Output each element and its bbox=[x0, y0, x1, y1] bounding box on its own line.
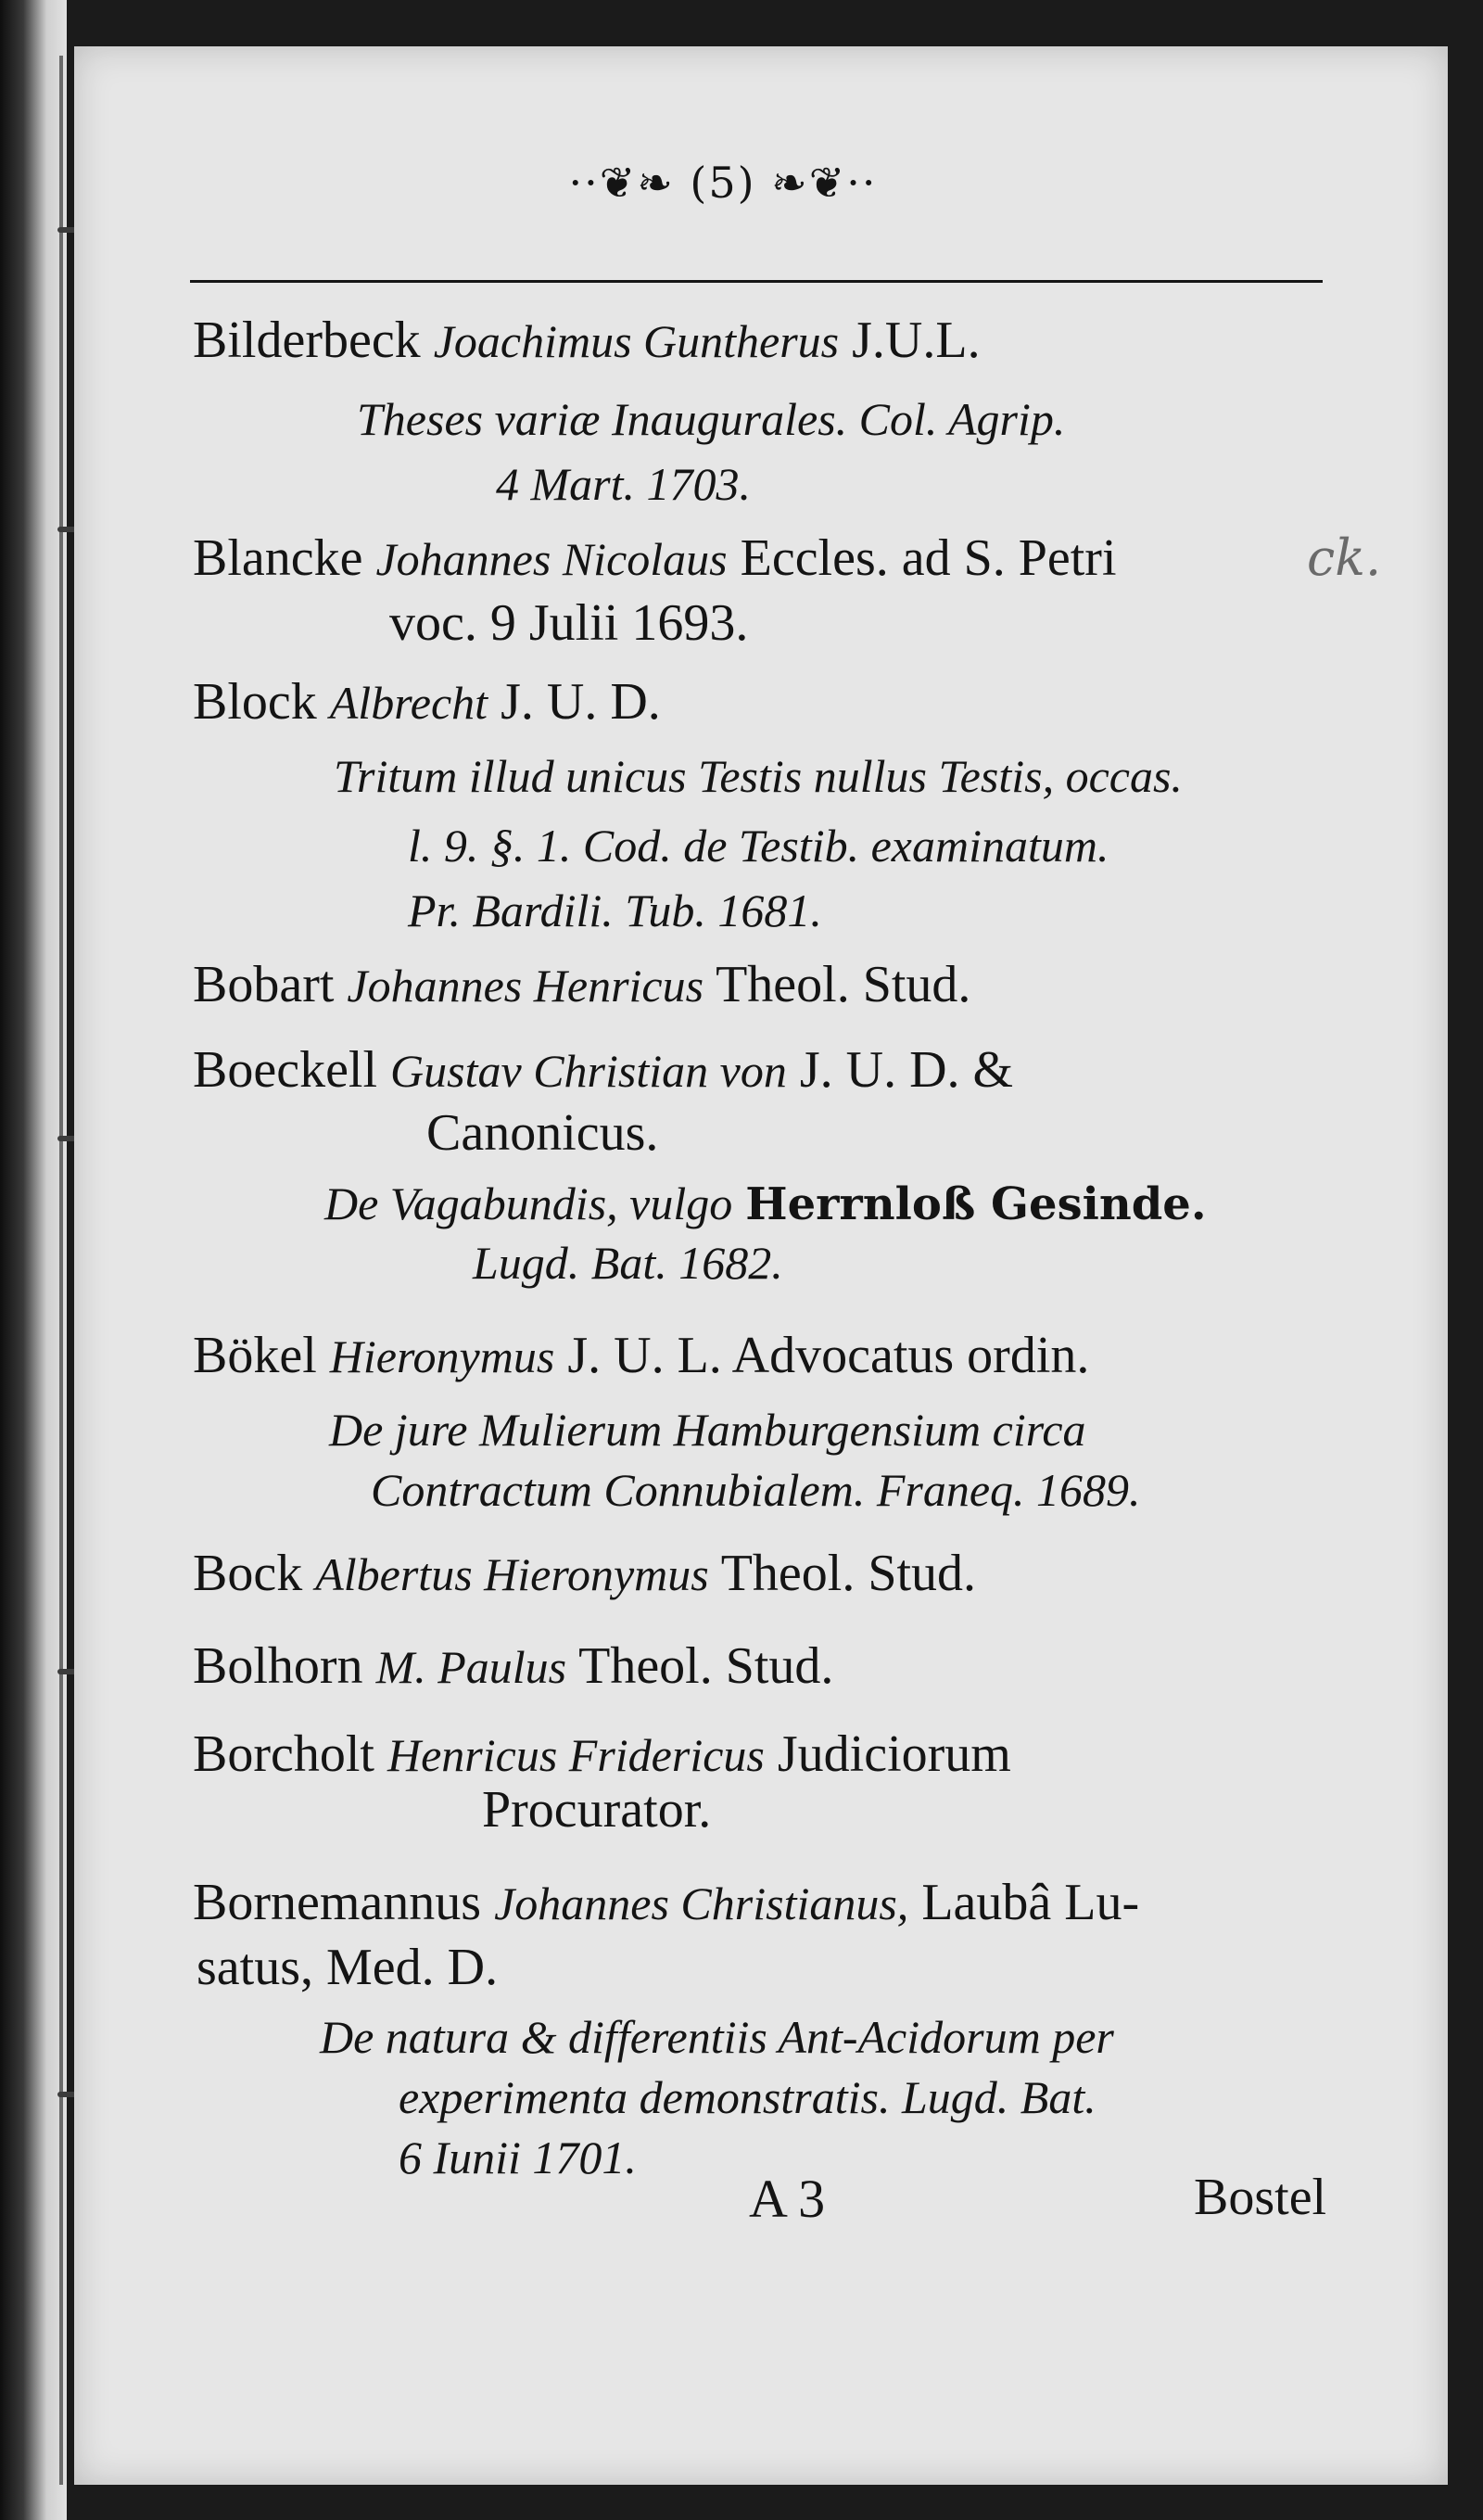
entry-forename: M. Paulus bbox=[375, 1641, 567, 1693]
work-line: 6 Iunii 1701. bbox=[399, 2132, 637, 2183]
entry-headline bbox=[193, 1040, 1013, 1101]
entry-headline bbox=[193, 528, 1117, 589]
entry-headline bbox=[193, 672, 661, 732]
entry-title: J.U.L. bbox=[852, 312, 981, 369]
entry-surname: Boeckell bbox=[193, 1041, 378, 1099]
entry-forename: Johannes Henricus bbox=[347, 960, 704, 1012]
work-line: Contractum Connubialem. Franeq. 1689. bbox=[371, 1464, 1141, 1516]
entry-surname: Bolhorn bbox=[193, 1637, 363, 1695]
work-line bbox=[324, 1173, 1207, 1234]
entry-forename: Gustav Christian von bbox=[390, 1045, 787, 1097]
entry-surname: Bilderbeck bbox=[193, 312, 421, 369]
work-line: experimenta demonstratis. Lugd. Bat. bbox=[399, 2071, 1096, 2123]
entry-surname: Bökel bbox=[193, 1327, 317, 1384]
entry-forename: Joachimus Guntherus bbox=[433, 315, 840, 367]
work-title-latin: De Vagabundis, vulgo bbox=[324, 1177, 733, 1229]
entry-surname: Bobart bbox=[193, 956, 335, 1013]
entry-surname: Bock bbox=[193, 1545, 303, 1602]
catchword: Bostel bbox=[1194, 2169, 1327, 2226]
entry-headline bbox=[193, 1725, 1011, 1785]
entry-continuation: voc. 9 Julii 1693. bbox=[389, 594, 749, 652]
entry-title: Theol. Stud. bbox=[578, 1637, 834, 1695]
entry-forename: Henricus Fridericus bbox=[387, 1729, 765, 1781]
header-rule bbox=[190, 280, 1323, 283]
entry-title: J. U. D. & bbox=[799, 1041, 1014, 1099]
entry-surname: Borcholt bbox=[193, 1725, 374, 1783]
entry-forename: Johannes Nicolaus bbox=[375, 533, 728, 585]
work-line: De natura & differentiis Ant-Acidorum per bbox=[320, 2011, 1114, 2063]
work-line: 4 Mart. 1703. bbox=[496, 458, 751, 510]
entry-surname: Block bbox=[193, 673, 317, 731]
entry-title: Judiciorum bbox=[777, 1725, 1011, 1783]
entry-title: Theol. Stud. bbox=[716, 956, 971, 1013]
margin-annotation: ck. bbox=[1307, 528, 1382, 587]
entry-continuation: Canonicus. bbox=[426, 1104, 659, 1162]
entry-continuation: Procurator. bbox=[482, 1781, 712, 1839]
entry-title: J. U. L. Advocatus ordin. bbox=[567, 1327, 1090, 1384]
work-line: Lugd. Bat. 1682. bbox=[473, 1237, 783, 1289]
work-line: Tritum illud unicus Testis nullus Testis, occas. bbox=[334, 750, 1183, 802]
entry-continuation: satus, Med. D. bbox=[196, 1939, 499, 1996]
entry-title: Theol. Stud. bbox=[720, 1545, 977, 1602]
entry-forename: Albrecht bbox=[329, 677, 488, 729]
page-edge bbox=[59, 56, 63, 2485]
entry-surname: Blancke bbox=[193, 529, 363, 587]
work-title-blackletter: Herrnloß Gesinde. bbox=[745, 1178, 1207, 1230]
entry-headline bbox=[193, 955, 970, 1015]
entry-forename: Hieronymus bbox=[329, 1330, 555, 1382]
entry-headline bbox=[193, 1636, 833, 1697]
entry-title: J. U. D. bbox=[501, 673, 661, 731]
entry-headline bbox=[193, 311, 981, 371]
work-line: l. 9. §. 1. Cod. de Testib. examinatum. bbox=[408, 820, 1109, 872]
book-spine bbox=[0, 0, 67, 2520]
entry-surname: Bornemannus bbox=[193, 1874, 482, 1931]
work-line: Theses variæ Inaugurales. Col. Agrip. bbox=[357, 393, 1066, 445]
entry-headline bbox=[193, 1326, 1089, 1386]
entry-forename: Johannes Christianus, bbox=[494, 1877, 909, 1929]
entry-title: Laubâ Lu- bbox=[921, 1874, 1140, 1931]
entry-headline bbox=[193, 1544, 976, 1604]
entry-headline bbox=[193, 1873, 1139, 1933]
running-head: ··❦❧ (5) ❧❦·· bbox=[568, 158, 878, 208]
work-line: Pr. Bardili. Tub. 1681. bbox=[408, 885, 822, 936]
signature-mark: A 3 bbox=[749, 2169, 826, 2229]
work-line: De jure Mulierum Hamburgensium circa bbox=[329, 1404, 1086, 1456]
entry-title: Eccles. ad S. Petri bbox=[740, 529, 1117, 587]
entry-forename: Albertus Hieronymus bbox=[315, 1548, 709, 1600]
